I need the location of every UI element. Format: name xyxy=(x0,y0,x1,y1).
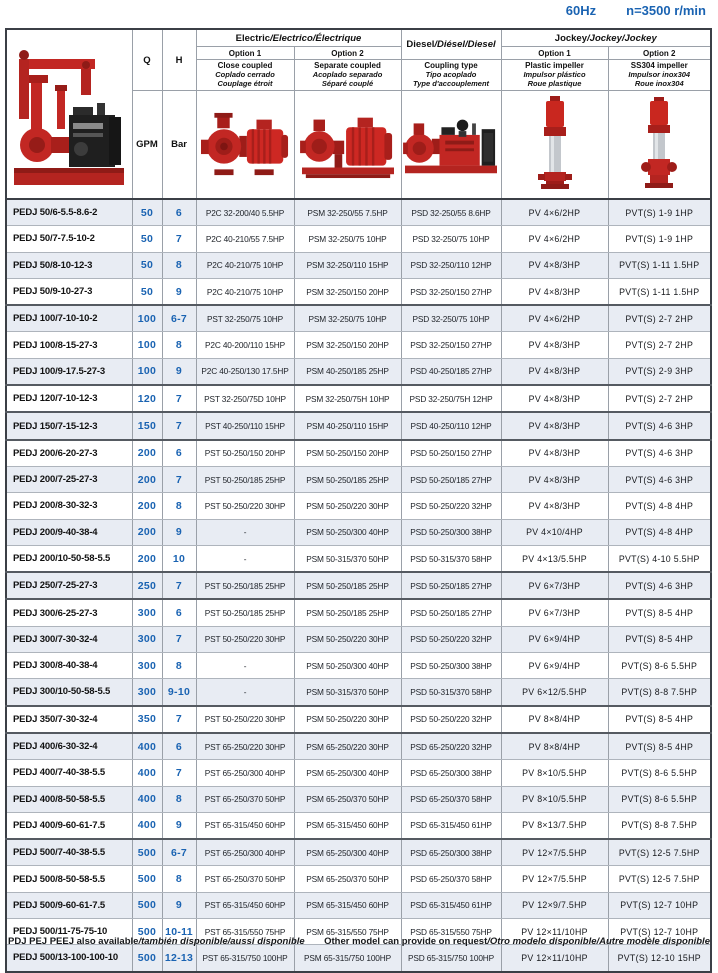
model-cell: PEDJ 400/8-50-58-5.5 xyxy=(6,786,132,812)
electric-option2-spec: PSM 32-250/110 15HP xyxy=(294,252,401,278)
table-row xyxy=(6,653,711,679)
diesel-spec: PSD 65-315/550 75HP xyxy=(401,919,501,945)
separate-coupled-image-cell xyxy=(294,91,401,200)
model-cell: PEDJ 100/9-17.5-27-3 xyxy=(6,358,132,385)
q-value: 100 xyxy=(132,332,162,358)
table-row xyxy=(6,440,711,467)
q-value: 400 xyxy=(132,786,162,812)
electric-option2-spec: PSM 65-250/370 50HP xyxy=(294,786,401,812)
electric-option1-spec: PST 32-250/75 10HP xyxy=(196,305,294,332)
model-cell: PEDJ 350/7-30-32-4 xyxy=(6,706,132,733)
jockey-option2-spec: PVT(S) 8-5 4HP xyxy=(608,626,711,652)
electric-option1-header: Option 1 xyxy=(196,47,294,60)
table-row xyxy=(6,706,711,733)
table-row xyxy=(6,252,711,278)
coupling-type-desc: Coupling type Tipo acoplado Type d'accouplement xyxy=(401,60,501,91)
table-row xyxy=(6,599,711,626)
q-value: 50 xyxy=(132,199,162,226)
jockey-option1-header: Option 1 xyxy=(501,47,608,60)
electric-option1-spec: P2C 40-250/130 17.5HP xyxy=(196,358,294,385)
q-value: 100 xyxy=(132,358,162,385)
electric-option1-spec: PST 50-250/220 30HP xyxy=(196,493,294,519)
diesel-spec: PSD 32-250/150 27HP xyxy=(401,332,501,358)
model-cell: PEDJ 100/8-15-27-3 xyxy=(6,332,132,358)
h-value: 6-7 xyxy=(162,839,196,866)
model-cell: PEDJ 120/7-10-12-3 xyxy=(6,385,132,412)
jockey-option2-header: Option 2 xyxy=(608,47,711,60)
jockey-option1-spec: PV 4×10/4HP xyxy=(501,519,608,545)
jockey-option1-spec: PV 6×9/4HP xyxy=(501,626,608,652)
electric-option1-spec: P2C 32-200/40 5.5HP xyxy=(196,199,294,226)
q-value: 500 xyxy=(132,866,162,892)
electric-option1-spec: PST 65-250/370 50HP xyxy=(196,866,294,892)
electric-option1-spec: PST 50-250/220 30HP xyxy=(196,626,294,652)
model-cell: PEDJ 200/6-20-27-3 xyxy=(6,440,132,467)
speed-header xyxy=(566,3,706,18)
electric-option1-spec: PST 65-315/450 60HP xyxy=(196,892,294,918)
model-cell: PEDJ 200/7-25-27-3 xyxy=(6,466,132,492)
jockey-option2-spec: PVT(S) 4-6 3HP xyxy=(608,466,711,492)
jockey-option2-spec: PVT(S) 12-10 15HP xyxy=(608,945,711,972)
electric-option2-spec: PSM 50-250/220 30HP xyxy=(294,493,401,519)
jockey-option2-spec: PVT(S) 4-6 3HP xyxy=(608,412,711,439)
jockey-option1-spec: PV 4×8/3HP xyxy=(501,358,608,385)
jockey-ss304-image-cell xyxy=(608,91,711,200)
footer-left-note: PDJ PEJ PEEJ also available/también disponible/aussi disponible xyxy=(8,936,305,947)
table-row xyxy=(6,493,711,519)
h-value: 6 xyxy=(162,440,196,467)
jockey-option1-spec: PV 6×9/4HP xyxy=(501,653,608,679)
model-cell: PEDJ 400/7-40-38-5.5 xyxy=(6,760,132,786)
electric-option2-spec: PSM 50-250/185 25HP xyxy=(294,572,401,599)
gpm-header: GPM xyxy=(132,91,162,200)
h-value: 9 xyxy=(162,358,196,385)
jockey-option2-spec: PVT(S) 8-5 4HP xyxy=(608,706,711,733)
electric-option1-spec: PST 32-250/75D 10HP xyxy=(196,385,294,412)
model-cell: PEDJ 200/8-30-32-3 xyxy=(6,493,132,519)
q-value: 400 xyxy=(132,812,162,839)
electric-option2-spec: PSM 65-250/300 40HP xyxy=(294,839,401,866)
electric-option1-spec: PST 65-315/750 100HP xyxy=(196,945,294,972)
diesel-spec: PSD 50-250/220 32HP xyxy=(401,493,501,519)
diesel-engine-pump-image xyxy=(402,91,501,198)
model-cell: PEDJ 400/9-60-61-7.5 xyxy=(6,812,132,839)
jockey-option2-spec: PVT(S) 1-11 1.5HP xyxy=(608,252,711,278)
electric-option1-spec: PST 65-250/370 50HP xyxy=(196,786,294,812)
table-row xyxy=(6,679,711,706)
table-row xyxy=(6,199,711,226)
jockey-option2-spec: PVT(S) 2-7 2HP xyxy=(608,305,711,332)
jockey-option2-spec: PVT(S) 2-7 2HP xyxy=(608,332,711,358)
q-value: 400 xyxy=(132,733,162,760)
jockey-option1-spec: PV 8×13/7.5HP xyxy=(501,812,608,839)
jockey-plastic-image-cell xyxy=(501,91,608,200)
close-coupled-desc: Close coupled Coplado cerrado Couplage étroit xyxy=(196,60,294,91)
jockey-option1-spec: PV 4×8/3HP xyxy=(501,412,608,439)
diesel-spec: PSD 32-250/110 12HP xyxy=(401,252,501,278)
h-value: 7 xyxy=(162,226,196,252)
q-value: 500 xyxy=(132,892,162,918)
diesel-spec: PSD 65-315/750 100HP xyxy=(401,945,501,972)
table-row xyxy=(6,545,711,572)
electric-option2-spec: PSM 32-250/150 20HP xyxy=(294,278,401,305)
diesel-spec: PSD 65-250/300 38HP xyxy=(401,839,501,866)
electric-option2-spec: PSM 65-315/450 60HP xyxy=(294,892,401,918)
electric-option1-spec: - xyxy=(196,679,294,706)
jockey-option2-spec: PVT(S) 8-5 4HP xyxy=(608,733,711,760)
model-cell: PEDJ 50/8-10-12-3 xyxy=(6,252,132,278)
table-row xyxy=(6,945,711,972)
h-value: 10-11 xyxy=(162,919,196,945)
jockey-option1-spec: PV 12×11/10HP xyxy=(501,919,608,945)
jockey-option1-spec: PV 4×6/2HP xyxy=(501,199,608,226)
jockey-option1-spec: PV 4×8/3HP xyxy=(501,332,608,358)
diesel-spec: PSD 50-250/185 27HP xyxy=(401,572,501,599)
electric-option2-spec: PSM 65-250/300 40HP xyxy=(294,760,401,786)
diesel-spec: PSD 50-250/185 27HP xyxy=(401,466,501,492)
diesel-spec: PSD 40-250/110 12HP xyxy=(401,412,501,439)
jockey-option2-spec: PVT(S) 8-8 7.5HP xyxy=(608,812,711,839)
q-value: 250 xyxy=(132,572,162,599)
electric-option2-spec: PSM 50-315/370 50HP xyxy=(294,679,401,706)
electric-option1-spec: PST 50-250/185 25HP xyxy=(196,599,294,626)
jockey-option2-spec: PVT(S) 8-6 5.5HP xyxy=(608,760,711,786)
diesel-spec: PSD 50-315/370 58HP xyxy=(401,679,501,706)
jockey-option1-spec: PV 6×7/3HP xyxy=(501,599,608,626)
electric-option1-spec: PST 40-250/110 15HP xyxy=(196,412,294,439)
table-row xyxy=(6,786,711,812)
model-cell: PEDJ 150/7-15-12-3 xyxy=(6,412,132,439)
electric-option2-spec: PSM 50-250/150 20HP xyxy=(294,440,401,467)
model-cell: PEDJ 50/9-10-27-3 xyxy=(6,278,132,305)
h-value: 9 xyxy=(162,519,196,545)
h-value: 6 xyxy=(162,733,196,760)
table-row xyxy=(6,412,711,439)
close-coupled-pump-image xyxy=(197,91,294,198)
q-value: 500 xyxy=(132,839,162,866)
electric-option2-spec: PSM 65-315/550 75HP xyxy=(294,919,401,945)
diesel-spec: PSD 32-250/75 10HP xyxy=(401,305,501,332)
diesel-spec: PSD 50-250/300 38HP xyxy=(401,519,501,545)
h-value: 8 xyxy=(162,653,196,679)
table-row xyxy=(6,733,711,760)
separate-coupled-desc: Separate coupled Acoplado separado Séparé couplé xyxy=(294,60,401,91)
q-value: 50 xyxy=(132,226,162,252)
electric-option1-spec: PST 65-315/450 60HP xyxy=(196,812,294,839)
electric-option2-spec: PSM 50-250/185 25HP xyxy=(294,466,401,492)
jockey-option2-spec: PVT(S) 1-9 1HP xyxy=(608,199,711,226)
electric-option2-spec: PSM 50-250/300 40HP xyxy=(294,519,401,545)
jockey-option2-spec: PVT(S) 4-8 4HP xyxy=(608,493,711,519)
q-value: 300 xyxy=(132,599,162,626)
table-row xyxy=(6,305,711,332)
diesel-spec: PSD 50-250/220 32HP xyxy=(401,706,501,733)
h-value: 12-13 xyxy=(162,945,196,972)
electric-option2-spec: PSM 32-250/75 10HP xyxy=(294,226,401,252)
diesel-spec: PSD 32-250/55 8.6HP xyxy=(401,199,501,226)
q-value: 400 xyxy=(132,760,162,786)
diesel-spec: PSD 40-250/185 27HP xyxy=(401,358,501,385)
q-value: 150 xyxy=(132,412,162,439)
diesel-spec: PSD 50-250/220 32HP xyxy=(401,626,501,652)
h-value: 7 xyxy=(162,572,196,599)
jockey-option2-spec: PVT(S) 8-8 7.5HP xyxy=(608,679,711,706)
jockey-option1-spec: PV 12×7/5.5HP xyxy=(501,839,608,866)
electric-option1-spec: PST 50-250/220 30HP xyxy=(196,706,294,733)
jockey-group-header: Jockey/Jockey/Jockey xyxy=(501,29,711,47)
h-value: 7 xyxy=(162,412,196,439)
footer-right-note: Other model can provide on request/Otro modelo disponible/Autre modèle disponible xyxy=(324,936,710,947)
q-value: 350 xyxy=(132,706,162,733)
electric-option2-spec: PSM 32-250/150 20HP xyxy=(294,332,401,358)
h-value: 8 xyxy=(162,493,196,519)
table-row xyxy=(6,812,711,839)
electric-option2-spec: PSM 65-315/750 100HP xyxy=(294,945,401,972)
jockey-option2-spec: PVT(S) 8-6 5.5HP xyxy=(608,786,711,812)
vertical-jockey-pump-ss304-image xyxy=(609,91,711,198)
jockey-option2-spec: PVT(S) 1-9 1HP xyxy=(608,226,711,252)
table-row xyxy=(6,760,711,786)
q-value: 50 xyxy=(132,252,162,278)
diesel-spec: PSD 50-250/300 38HP xyxy=(401,653,501,679)
jockey-option1-spec: PV 4×6/2HP xyxy=(501,305,608,332)
h-value: 6 xyxy=(162,199,196,226)
jockey-option1-spec: PV 4×8/3HP xyxy=(501,385,608,412)
h-value: 8 xyxy=(162,332,196,358)
h-value: 8 xyxy=(162,786,196,812)
diesel-spec: PSD 32-250/150 27HP xyxy=(401,278,501,305)
table-row xyxy=(6,385,711,412)
fire-pump-package-image xyxy=(7,30,132,198)
q-value: 50 xyxy=(132,278,162,305)
electric-option1-spec: P2C 40-210/75 10HP xyxy=(196,278,294,305)
electric-option2-spec: PSM 32-250/75H 10HP xyxy=(294,385,401,412)
jockey-option2-spec: PVT(S) 4-6 3HP xyxy=(608,572,711,599)
pump-spec-table-body xyxy=(6,199,711,972)
model-cell: PEDJ 50/7-7.5-10-2 xyxy=(6,226,132,252)
model-cell: PEDJ 250/7-25-27-3 xyxy=(6,572,132,599)
jockey-option1-spec: PV 12×9/7.5HP xyxy=(501,892,608,918)
table-row xyxy=(6,466,711,492)
electric-option1-spec: P2C 40-210/75 10HP xyxy=(196,252,294,278)
h-value: 10 xyxy=(162,545,196,572)
electric-option2-header: Option 2 xyxy=(294,47,401,60)
electric-option2-spec: PSM 32-250/55 7.5HP xyxy=(294,199,401,226)
h-value: 7 xyxy=(162,706,196,733)
jockey-option2-spec: PVT(S) 8-6 5.5HP xyxy=(608,653,711,679)
table-row xyxy=(6,866,711,892)
model-cell: PEDJ 200/10-50-58-5.5 xyxy=(6,545,132,572)
close-coupled-image-cell xyxy=(196,91,294,200)
ss304-impeller-desc: SS304 impeller Impulsor inox304 Roue inox304 xyxy=(608,60,711,91)
electric-option1-spec: PST 50-250/150 20HP xyxy=(196,440,294,467)
diesel-spec: PSD 65-250/370 58HP xyxy=(401,866,501,892)
electric-option2-spec: PSM 50-315/370 50HP xyxy=(294,545,401,572)
h-value: 7 xyxy=(162,626,196,652)
diesel-spec: PSD 32-250/75H 12HP xyxy=(401,385,501,412)
separate-coupled-pump-image xyxy=(295,91,401,198)
electric-option1-spec: - xyxy=(196,545,294,572)
electric-option2-spec: PSM 50-250/300 40HP xyxy=(294,653,401,679)
model-cell: PEDJ 500/8-50-58-5.5 xyxy=(6,866,132,892)
h-value: 9-10 xyxy=(162,679,196,706)
diesel-spec: PSD 50-315/370 58HP xyxy=(401,545,501,572)
jockey-option1-spec: PV 4×8/3HP xyxy=(501,466,608,492)
electric-option2-spec: PSM 32-250/75 10HP xyxy=(294,305,401,332)
model-cell: PEDJ 300/8-40-38-4 xyxy=(6,653,132,679)
electric-option2-spec: PSM 65-315/450 60HP xyxy=(294,812,401,839)
q-value: 300 xyxy=(132,653,162,679)
jockey-option1-spec: PV 6×12/5.5HP xyxy=(501,679,608,706)
diesel-spec: PSD 50-250/185 27HP xyxy=(401,599,501,626)
h-value: 9 xyxy=(162,812,196,839)
jockey-option1-spec: PV 8×8/4HP xyxy=(501,706,608,733)
q-value: 500 xyxy=(132,945,162,972)
model-cell: PEDJ 400/6-30-32-4 xyxy=(6,733,132,760)
electric-option2-spec: PSM 65-250/370 50HP xyxy=(294,866,401,892)
frequency-label: 60Hz xyxy=(565,3,597,18)
jockey-option1-spec: PV 4×8/3HP xyxy=(501,493,608,519)
jockey-option1-spec: PV 8×10/5.5HP xyxy=(501,760,608,786)
h-header: H xyxy=(162,29,196,91)
q-value: 120 xyxy=(132,385,162,412)
jockey-option2-spec: PVT(S) 12-5 7.5HP xyxy=(608,839,711,866)
vertical-jockey-pump-plastic-image xyxy=(502,91,608,198)
jockey-option1-spec: PV 4×8/3HP xyxy=(501,252,608,278)
q-value: 300 xyxy=(132,679,162,706)
jockey-option2-spec: PVT(S) 12-5 7.5HP xyxy=(608,866,711,892)
diesel-spec: PSD 32-250/75 10HP xyxy=(401,226,501,252)
q-value: 200 xyxy=(132,519,162,545)
jockey-option2-spec: PVT(S) 12-7 10HP xyxy=(608,919,711,945)
jockey-option1-spec: PV 4×8/3HP xyxy=(501,278,608,305)
table-row xyxy=(6,332,711,358)
pump-spec-table-wrap xyxy=(5,28,712,973)
jockey-option1-spec: PV 4×13/5.5HP xyxy=(501,545,608,572)
diesel-spec: PSD 65-315/450 61HP xyxy=(401,812,501,839)
table-row xyxy=(6,358,711,385)
h-value: 9 xyxy=(162,278,196,305)
diesel-image-cell xyxy=(401,91,501,200)
h-value: 7 xyxy=(162,385,196,412)
h-value: 7 xyxy=(162,466,196,492)
diesel-spec: PSD 65-250/300 38HP xyxy=(401,760,501,786)
q-value: 200 xyxy=(132,466,162,492)
electric-option1-spec: PST 50-250/185 25HP xyxy=(196,572,294,599)
jockey-option1-spec: PV 4×8/3HP xyxy=(501,440,608,467)
q-value: 200 xyxy=(132,493,162,519)
package-image-cell xyxy=(6,29,132,199)
model-cell: PEDJ 300/7-30-32-4 xyxy=(6,626,132,652)
q-value: 100 xyxy=(132,305,162,332)
electric-option1-spec: PST 65-250/300 40HP xyxy=(196,839,294,866)
electric-option1-spec: PST 65-315/550 75HP xyxy=(196,919,294,945)
electric-option2-spec: PSM 40-250/185 25HP xyxy=(294,358,401,385)
electric-option2-spec: PSM 40-250/110 15HP xyxy=(294,412,401,439)
plastic-impeller-desc: Plastic impeller Impulsor plástico Roue plastique xyxy=(501,60,608,91)
footer xyxy=(8,936,710,947)
table-row xyxy=(6,626,711,652)
h-value: 8 xyxy=(162,252,196,278)
model-cell: PEDJ 500/9-60-61-7.5 xyxy=(6,892,132,918)
jockey-option2-spec: PVT(S) 4-8 4HP xyxy=(608,519,711,545)
diesel-spec: PSD 65-250/220 32HP xyxy=(401,733,501,760)
table-row xyxy=(6,892,711,918)
diesel-spec: PSD 65-315/450 61HP xyxy=(401,892,501,918)
jockey-option2-spec: PVT(S) 2-9 3HP xyxy=(608,358,711,385)
table-row xyxy=(6,839,711,866)
diesel-spec: PSD 65-250/370 58HP xyxy=(401,786,501,812)
model-cell: PEDJ 300/6-25-27-3 xyxy=(6,599,132,626)
q-value: 300 xyxy=(132,626,162,652)
diesel-group-header: Diesel/Diésel/Diesel xyxy=(401,29,501,60)
electric-option2-spec: PSM 50-250/220 30HP xyxy=(294,706,401,733)
electric-option2-spec: PSM 65-250/220 30HP xyxy=(294,733,401,760)
electric-option1-spec: P2C 40-200/110 15HP xyxy=(196,332,294,358)
electric-option1-spec: PST 50-250/185 25HP xyxy=(196,466,294,492)
jockey-option2-spec: PVT(S) 4-6 3HP xyxy=(608,440,711,467)
electric-option1-spec: - xyxy=(196,519,294,545)
jockey-option2-spec: PVT(S) 1-11 1.5HP xyxy=(608,278,711,305)
model-cell: PEDJ 500/11-75-75-10 xyxy=(6,919,132,945)
jockey-option1-spec: PV 12×11/10HP xyxy=(501,945,608,972)
h-value: 9 xyxy=(162,892,196,918)
bar-header: Bar xyxy=(162,91,196,200)
q-value: 500 xyxy=(132,919,162,945)
jockey-option2-spec: PVT(S) 12-7 10HP xyxy=(608,892,711,918)
jockey-option2-spec: PVT(S) 8-5 4HP xyxy=(608,599,711,626)
jockey-option1-spec: PV 6×7/3HP xyxy=(501,572,608,599)
pump-spec-table xyxy=(5,28,712,973)
jockey-option1-spec: PV 8×8/4HP xyxy=(501,733,608,760)
speed-label: n=3500 r/min xyxy=(626,3,706,18)
electric-option2-spec: PSM 50-250/220 30HP xyxy=(294,626,401,652)
model-cell: PEDJ 300/10-50-58-5.5 xyxy=(6,679,132,706)
diesel-spec: PSD 50-250/150 27HP xyxy=(401,440,501,467)
q-header: Q xyxy=(132,29,162,91)
h-value: 6 xyxy=(162,599,196,626)
electric-option1-spec: PST 65-250/300 40HP xyxy=(196,760,294,786)
electric-option1-spec: PST 65-250/220 30HP xyxy=(196,733,294,760)
model-cell: PEDJ 200/9-40-38-4 xyxy=(6,519,132,545)
model-cell: PEDJ 500/7-40-38-5.5 xyxy=(6,839,132,866)
table-row xyxy=(6,572,711,599)
electric-option1-spec: P2C 40-210/55 7.5HP xyxy=(196,226,294,252)
h-value: 7 xyxy=(162,760,196,786)
jockey-option1-spec: PV 8×10/5.5HP xyxy=(501,786,608,812)
jockey-option2-spec: PVT(S) 4-10 5.5HP xyxy=(608,545,711,572)
jockey-option1-spec: PV 12×7/5.5HP xyxy=(501,866,608,892)
h-value: 8 xyxy=(162,866,196,892)
model-cell: PEDJ 500/13-100-100-10 xyxy=(6,945,132,972)
table-row xyxy=(6,519,711,545)
model-cell: PEDJ 50/6-5.5-8.6-2 xyxy=(6,199,132,226)
electric-group-header: Electric/Electrico/Électrique xyxy=(196,29,401,47)
table-row xyxy=(6,278,711,305)
model-cell: PEDJ 100/7-10-10-2 xyxy=(6,305,132,332)
electric-option2-spec: PSM 50-250/185 25HP xyxy=(294,599,401,626)
jockey-option2-spec: PVT(S) 2-7 2HP xyxy=(608,385,711,412)
q-value: 200 xyxy=(132,440,162,467)
jockey-option1-spec: PV 4×6/2HP xyxy=(501,226,608,252)
h-value: 6-7 xyxy=(162,305,196,332)
electric-option1-spec: - xyxy=(196,653,294,679)
table-row xyxy=(6,226,711,252)
q-value: 200 xyxy=(132,545,162,572)
